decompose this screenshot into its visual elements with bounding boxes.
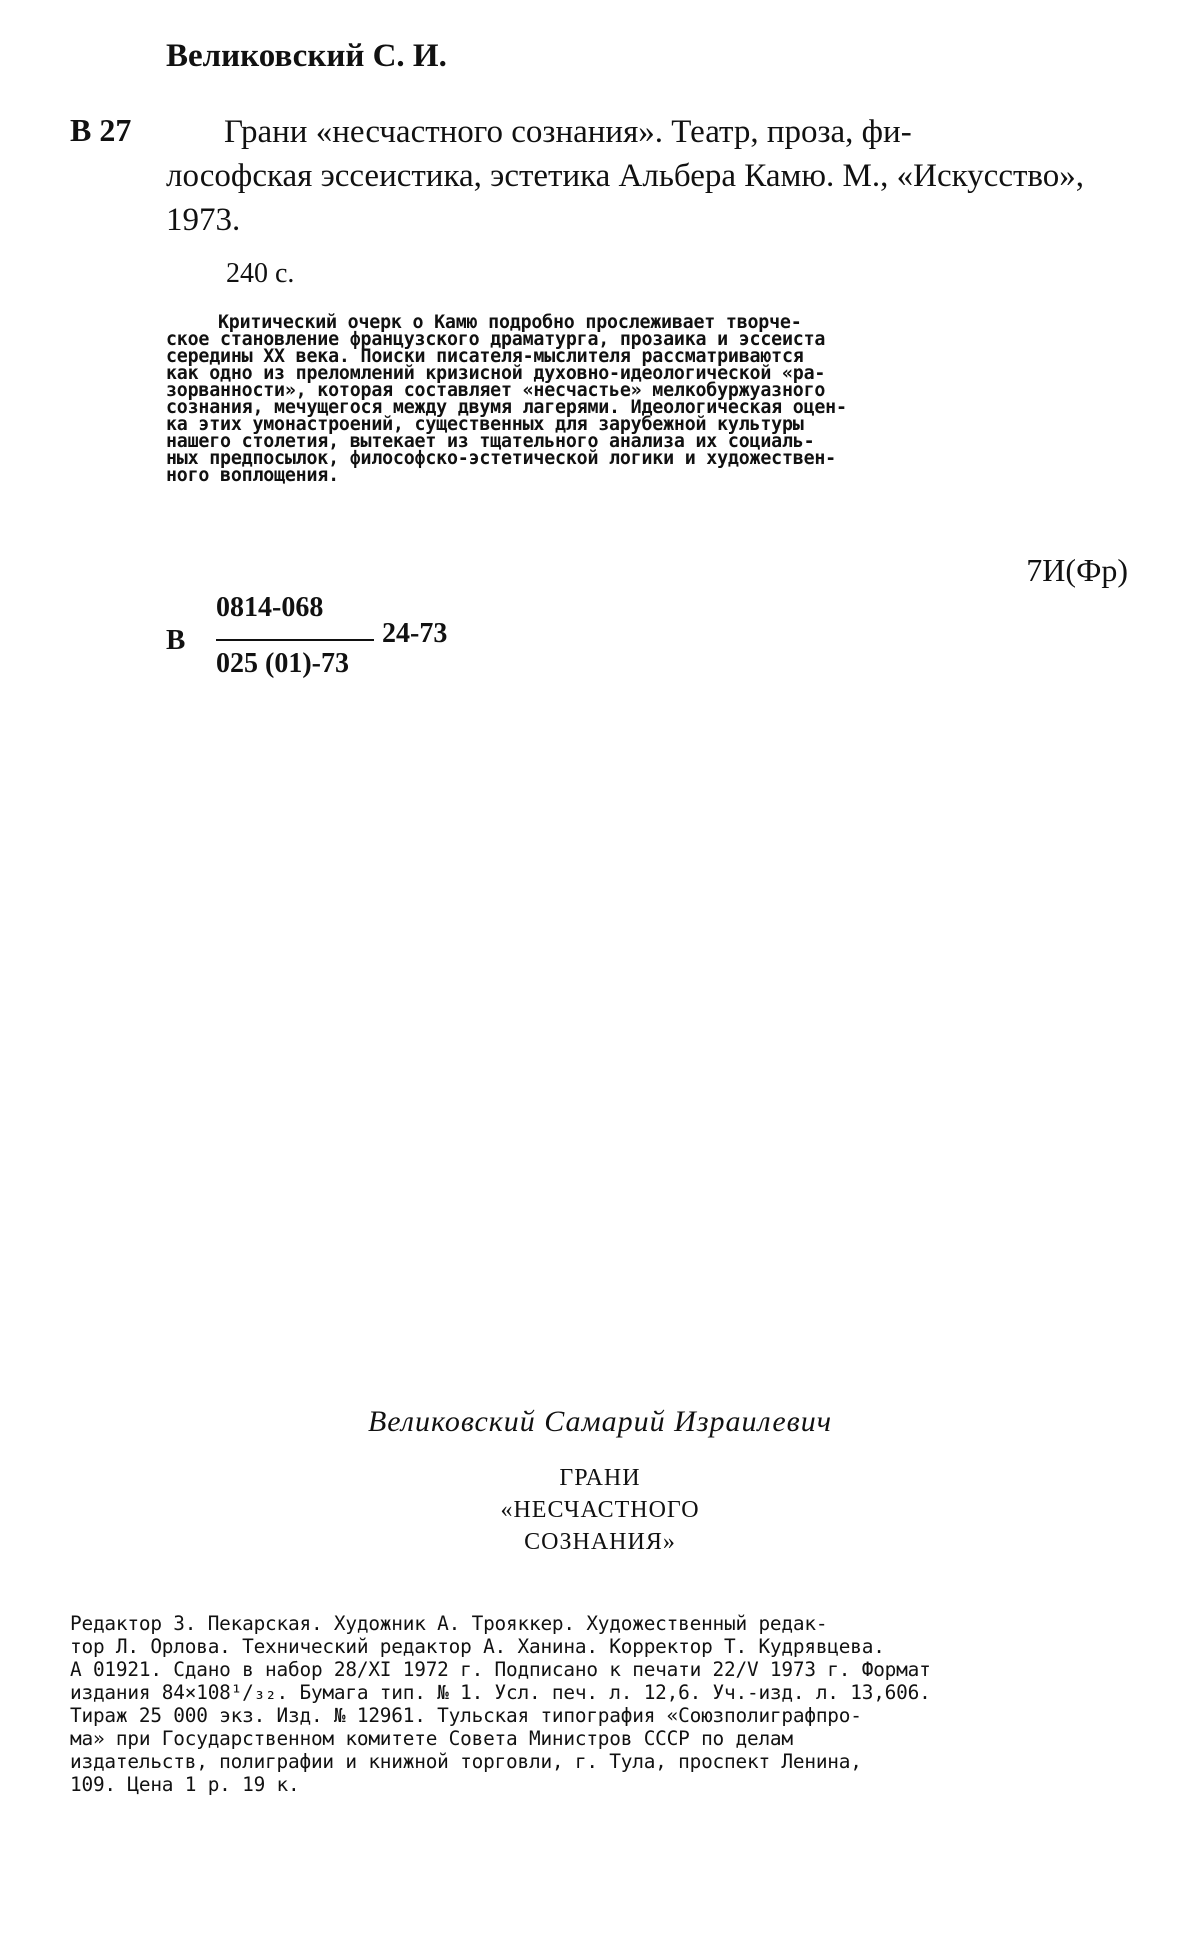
colophon-author: Великовский Самарий Израилевич [367,1405,833,1438]
page-count: 240 с. [226,258,295,289]
annotation-line: Критический очерк о Камю подробно прослеживает творче- [218,312,802,333]
annotation-line: нашего столетия, вытекает из тщательного анализа их социаль- [166,431,815,452]
colophon-title [0,1462,1200,1558]
annotation-line: ское становление французского драматурга, прозаика и эссеиста [166,329,826,350]
title-line: Грани «несчастного сознания». Театр, проза, фи- [224,114,912,150]
author-heading: Великовский С. И. [166,38,447,74]
annotation [166,314,1131,484]
title-entry [166,110,1131,242]
index-letter: В [166,624,186,656]
annotation-line: сознания, мечущегося между двумя лагерями. Идеологическая оцен- [166,397,847,418]
imprint-line: ма» при Государственном комитете Совета Министров СССР по делам [70,1727,793,1750]
imprint-line: тор Л. Орлова. Технический редактор А. Ханина. Корректор Т. Кудрявцева. [70,1635,885,1658]
imprint-line: Редактор З. Пекарская. Художник А. Трояккер. Художественный редак- [70,1612,828,1635]
imprint-line: Тираж 25 000 экз. Изд. № 12961. Тульская типография «Союзполиграфпро- [70,1704,862,1727]
classification-index: 7И(Фр) [1026,552,1128,588]
index-denominator: 025 (01)-73 [216,648,349,679]
fraction-line [216,639,374,641]
annotation-line: середины XX века. Поиски писателя-мыслителя рассматриваются [166,346,804,367]
index-numerator: 0814-068 [216,592,324,623]
colophon-title-line: «НЕСЧАСТНОГО [500,1497,700,1523]
annotation-line: ных предпосылок, философско-эстетической логики и художествен- [166,448,836,469]
colophon-title-line: СОЗНАНИЯ» [524,1529,676,1555]
annotation-line: ного воплощения. [166,465,339,486]
imprint-line: издательств, полиграфии и книжной торговли, г. Тула, проспект Ленина, [70,1750,862,1773]
imprint-line: А 01921. Сдано в набор 28/XI 1972 г. Подписано к печати 22/V 1973 г. Формат [70,1658,931,1681]
catalog-code: В 27 [70,112,132,148]
imprint-line: издания 84×108¹/₃₂. Бумага тип. № 1. Усл. печ. л. 12,6. Уч.-изд. л. 13,606. [70,1681,931,1704]
title-line: «Искусство», 1973. [166,158,1085,238]
annotation-line: ка этих умонастроений, существенных для зарубежной культуры [166,414,804,435]
imprint-line: 109. Цена 1 р. 19 к. [70,1773,300,1796]
index-suffix: 24-73 [382,618,448,649]
annotation-line: как одно из преломлений кризисной духовно-идеологической «ра- [166,363,826,384]
colophon-title-line: ГРАНИ [559,1465,641,1491]
title-line: лософская эссеистика, эстетика Альбера Камю. М., [166,158,889,194]
imprint [70,1612,1132,1796]
annotation-line: зорванности», которая составляет «несчастье» мелкобуржуазного [166,380,826,401]
